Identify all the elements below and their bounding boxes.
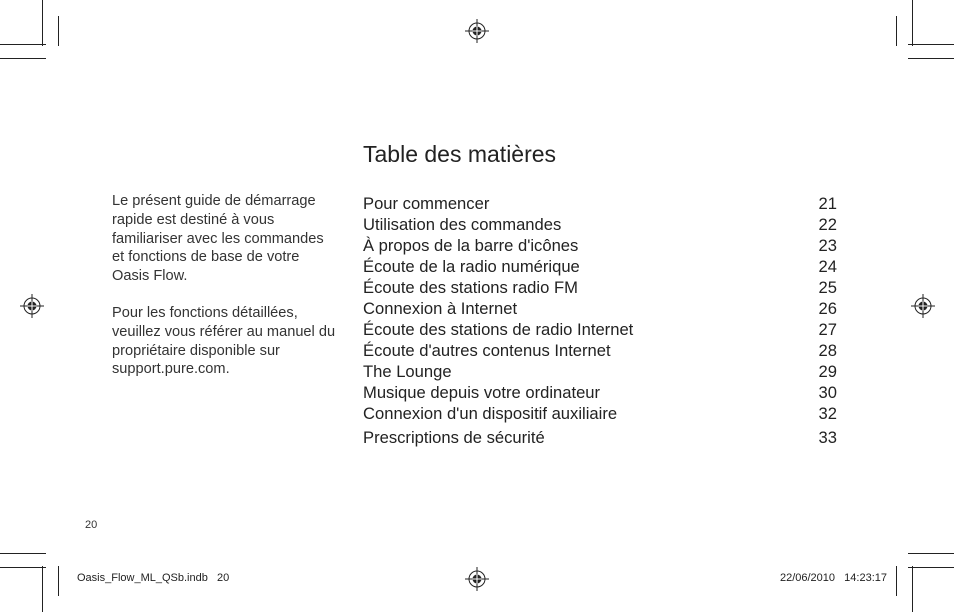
toc-entry bbox=[363, 193, 837, 214]
toc-entry-page: 28 bbox=[818, 341, 837, 360]
intro-paragraph: Pour les fonctions détaillées, veuillez vous référer au manuel du propriétaire disponible sur support.pure.com. bbox=[112, 304, 336, 378]
toc-entry bbox=[363, 298, 837, 319]
crop-mark-icon bbox=[912, 0, 913, 46]
toc-entry-label: Musique depuis votre ordinateur bbox=[363, 383, 601, 402]
registration-target-icon bbox=[465, 19, 489, 43]
toc-entry-label: Pour commencer bbox=[363, 194, 490, 213]
crop-mark-icon bbox=[42, 0, 43, 46]
crop-mark-icon bbox=[896, 566, 897, 596]
toc-entry-label: Écoute des stations radio FM bbox=[363, 278, 578, 297]
toc-entry bbox=[363, 382, 837, 403]
intro-text bbox=[112, 192, 337, 397]
toc-entry-page: 27 bbox=[818, 320, 837, 339]
crop-mark-icon bbox=[0, 44, 46, 45]
toc-entry bbox=[363, 235, 837, 256]
toc-entry-label: Connexion à Internet bbox=[363, 299, 518, 318]
toc-entry-label: Utilisation des commandes bbox=[363, 215, 562, 234]
crop-mark-icon bbox=[912, 566, 913, 612]
toc-entry-page: 33 bbox=[818, 428, 837, 447]
toc-entry-page: 32 bbox=[818, 404, 837, 423]
toc-entry bbox=[363, 319, 837, 340]
crop-mark-icon bbox=[58, 566, 59, 596]
toc-entry bbox=[363, 214, 837, 235]
registration-target-icon bbox=[20, 294, 44, 318]
toc-entry-label: Écoute des stations de radio Internet bbox=[363, 320, 634, 339]
date-slug: 22/06/2010 14:23:17 bbox=[779, 572, 887, 584]
crop-mark-icon bbox=[0, 567, 46, 568]
toc-entry-page: 23 bbox=[818, 236, 837, 255]
crop-mark-icon bbox=[908, 553, 954, 554]
toc-entry bbox=[363, 256, 837, 277]
toc-entry-page: 26 bbox=[818, 299, 837, 318]
crop-mark-icon bbox=[908, 567, 954, 568]
toc-entry bbox=[363, 361, 837, 382]
intro-paragraph: Le présent guide de démarrage rapide est destiné à vous familiariser avec les commandes et fonctions de base de votre Oasis Flow. bbox=[112, 193, 324, 285]
toc-entry-label: The Lounge bbox=[363, 362, 452, 381]
crop-mark-icon bbox=[42, 566, 43, 612]
toc-entry bbox=[363, 427, 837, 448]
toc-entry-page: 22 bbox=[818, 215, 837, 234]
registration-target-icon bbox=[911, 294, 935, 318]
crop-mark-icon bbox=[0, 553, 46, 554]
table-of-contents bbox=[363, 193, 837, 448]
toc-entry-page: 24 bbox=[818, 257, 837, 276]
toc-entry-page: 30 bbox=[818, 383, 837, 402]
crop-mark-icon bbox=[58, 16, 59, 46]
toc-entry-label: Écoute d'autres contenus Internet bbox=[363, 341, 611, 360]
toc-entry-label: Prescriptions de sécurité bbox=[363, 428, 545, 447]
registration-target-icon bbox=[465, 567, 489, 591]
page-number: 20 bbox=[85, 519, 98, 531]
toc-entry-page: 25 bbox=[818, 278, 837, 297]
toc-entry bbox=[363, 340, 837, 361]
toc-entry-page: 21 bbox=[818, 194, 837, 213]
crop-mark-icon bbox=[908, 44, 954, 45]
toc-entry-page: 29 bbox=[818, 362, 837, 381]
crop-mark-icon bbox=[896, 16, 897, 46]
toc-title: Table des matières bbox=[363, 141, 557, 167]
toc-entry-label: Connexion d'un dispositif auxiliaire bbox=[363, 404, 618, 423]
toc-entry bbox=[363, 403, 837, 424]
toc-entry-label: À propos de la barre d'icônes bbox=[363, 236, 579, 255]
crop-mark-icon bbox=[908, 58, 954, 59]
toc-entry bbox=[363, 277, 837, 298]
toc-entry-label: Écoute de la radio numérique bbox=[363, 257, 580, 276]
file-slug: Oasis_Flow_ML_QSb.indb 20 bbox=[77, 572, 230, 584]
crop-mark-icon bbox=[0, 58, 46, 59]
